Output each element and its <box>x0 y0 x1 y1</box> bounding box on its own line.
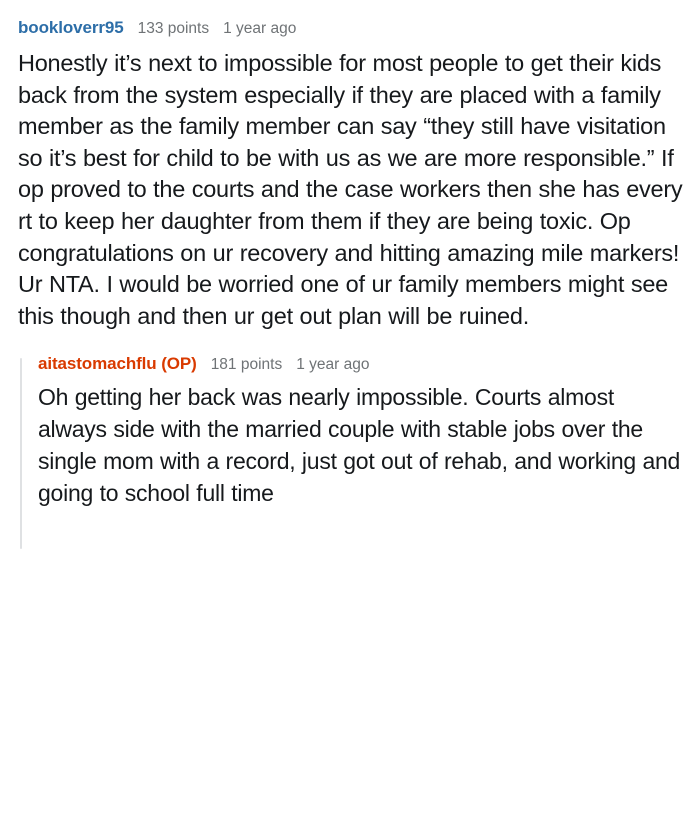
comment-timestamp: 1 year ago <box>223 20 297 37</box>
reply-timestamp: 1 year ago <box>296 356 370 374</box>
reply-points: 181 points <box>210 356 283 374</box>
reply-body: Oh getting her back was nearly impossible. Courts almost always side with the married couple with stable jobs over the single mom with a record, just got out of rehab, and working and going to school full time <box>38 384 681 506</box>
thread-line[interactable] <box>20 358 22 549</box>
comment-points: 133 points <box>137 20 210 37</box>
reply-author[interactable]: aitastomachflu (OP) <box>38 354 197 374</box>
top-level-comment <box>18 18 684 332</box>
comment-body: Honestly it’s next to impossible for most people to get their kids back from the system especially if they are placed with a family member as the family member can say “they still have visitation so it’s best for child to be with us as we are more responsible.” If op proved to the courts and the case workers then she has every rt to keep her daughter from them if they are being toxic. Op congratulations on ur recovery and hitting amazing mile markers! Ur NTA. I would be worried one of ur family members might see this though and then ur get out plan will be ruined. <box>18 50 683 329</box>
comment-author[interactable]: bookloverr95 <box>18 18 124 37</box>
reply-comment <box>18 354 684 529</box>
comment-header <box>18 18 684 38</box>
reply-header <box>38 354 684 374</box>
bottom-spacer <box>38 509 684 529</box>
